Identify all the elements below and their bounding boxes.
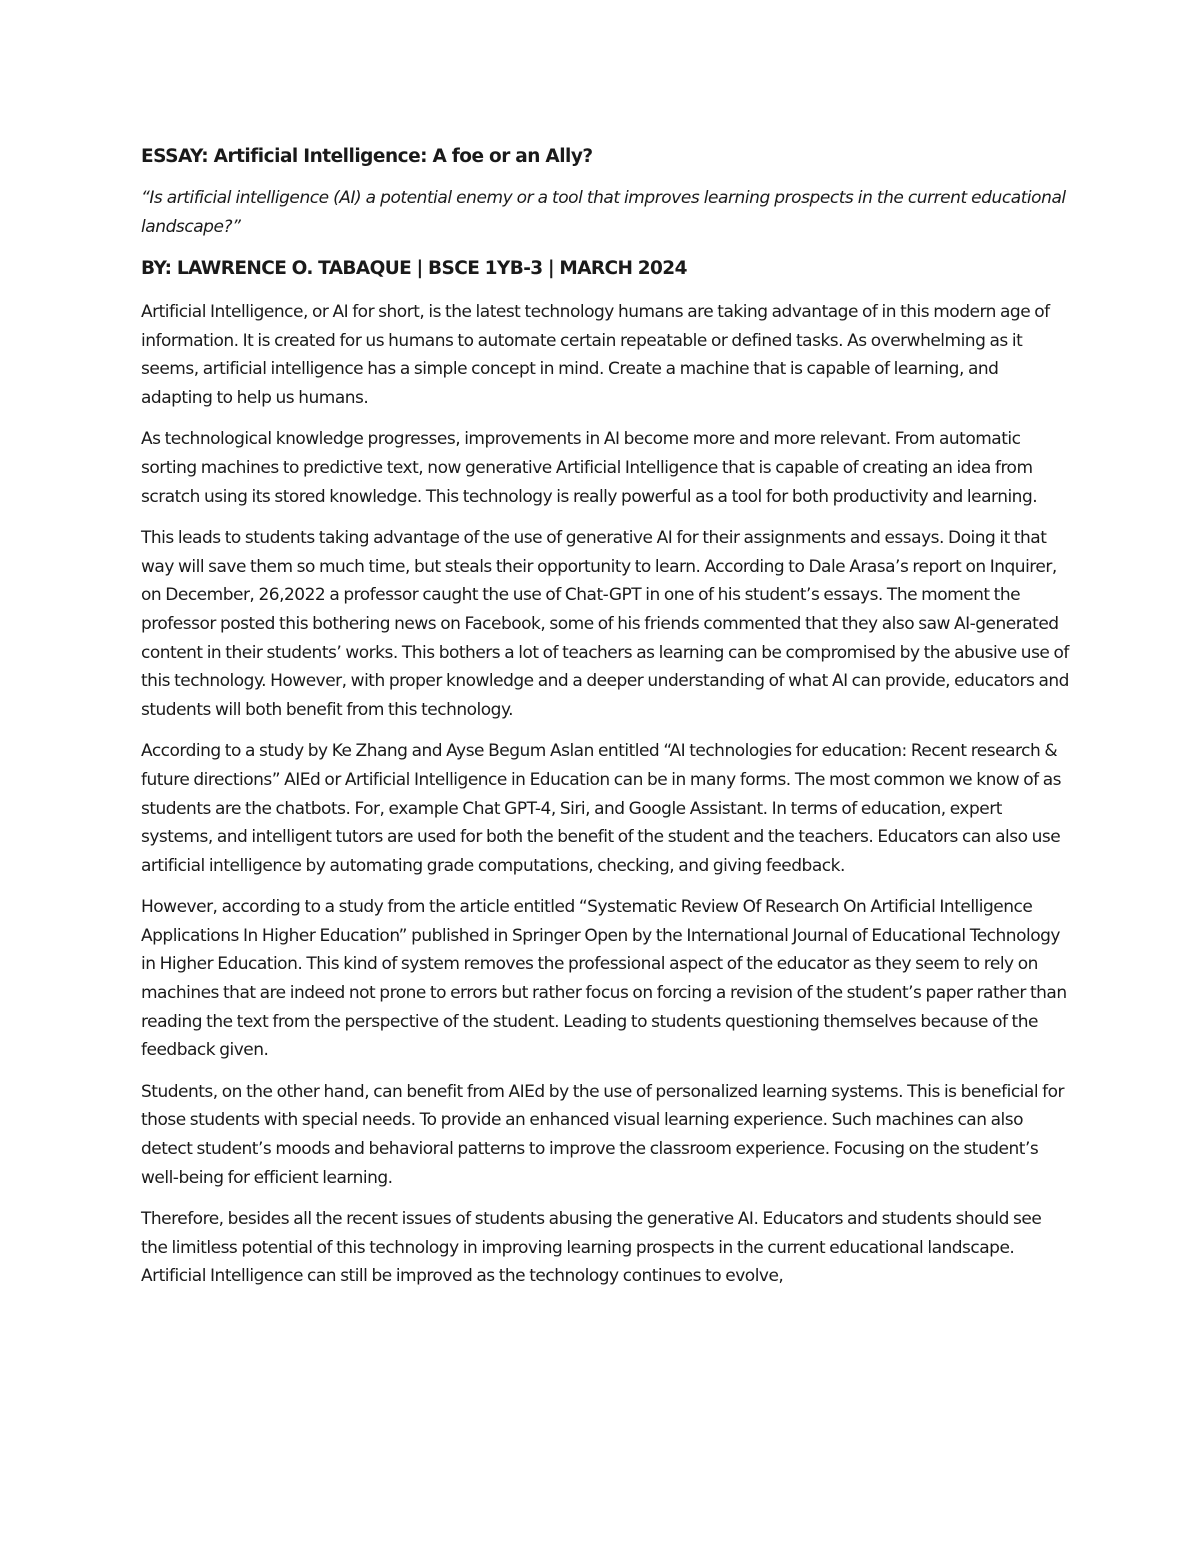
paragraph: Students, on the other hand, can benefit from AIEd by the use of personalized learning systems. This is beneficial for those students with special needs. To provide an enhanced visual learning experience. Such machines can also detect student’s moods and behavioral patterns to improve the classroom experience. Focusing on the student’s well-being for efficient learning. — [141, 1081, 1065, 1188]
paragraph: As technological knowledge progresses, improvements in AI become more and more relevant. From automatic sorting machines to predictive text, now generative Artificial Intelligence that is capable of creating an idea from scratch using its stored knowledge. This technology is really powerful as a tool for both productivity and learning. — [141, 429, 1038, 507]
paragraph: According to a study by Ke Zhang and Ayse Begum Aslan entitled “AI technologies for education: Recent research & future directions” AIEd or Artificial Intelligence in Education can be in many forms. The most common we know of as students are the chatbots. For, example Chat GPT-4, Siri, and Google Assistant. In terms of education, expert systems, and intelligent tutors are used for both the benefit of the student and the teachers. Educators can also use artificial intelligence by automating grade computations, checking, and giving feedback. — [141, 741, 1062, 876]
essay-title: ESSAY: Artificial Intelligence: A foe or an Ally? — [141, 146, 593, 167]
paragraph: Artificial Intelligence, or AI for short, is the latest technology humans are taking advantage of in this modern age of information. It is created for us humans to automate certain repeatable or defined tasks. As overwhelming as it seems, artificial intelligence has a simple concept in mind. Create a machine that is capable of learning, and adapting to help us humans. — [141, 302, 1050, 408]
paragraph: Therefore, besides all the recent issues of students abusing the generative AI. Educators and students should see the limitless potential of this technology in improving learning prospects in the current educational landscape. Artificial Intelligence can still be improved as the technology continues to evolve, — [141, 1209, 1042, 1287]
paragraph: However, according to a study from the article entitled “Systematic Review Of Research On Artificial Intelligence Applications In Higher Education” published in Springer Open by the International Journal of Educational Technology in Higher Education. This kind of system removes the professional aspect of the educator as they seem to rely on machines that are indeed not prone to errors but rather focus on forcing a revision of the student’s paper rather than reading the text from the perspective of the student. Leading to students questioning themselves because of the feedback given. — [141, 897, 1067, 1061]
author-byline: BY: LAWRENCE O. TABAQUE | BSCE 1YB-3 | MARCH 2024 — [141, 258, 687, 279]
essay-question: “Is artificial intelligence (AI) a potential enemy or a tool that improves learning prospects in the current educational landscape?” — [141, 188, 1066, 237]
essay-body — [141, 143, 1071, 1291]
paragraph: This leads to students taking advantage of the use of generative AI for their assignments and essays. Doing it that way will save them so much time, but steals their opportunity to learn. According to Dale Arasa’s report on Inquirer, on December, 26,2022 a professor caught the use of Chat-GPT in one of his student’s essays. The moment the professor posted this bothering news on Facebook, some of his friends commented that they also saw AI-generated content in their students’ works. This bothers a lot of teachers as learning can be compromised by the abusive use of this technology. However, with proper knowledge and a deeper understanding of what AI can provide, educators and students will both benefit from this technology. — [141, 528, 1069, 720]
